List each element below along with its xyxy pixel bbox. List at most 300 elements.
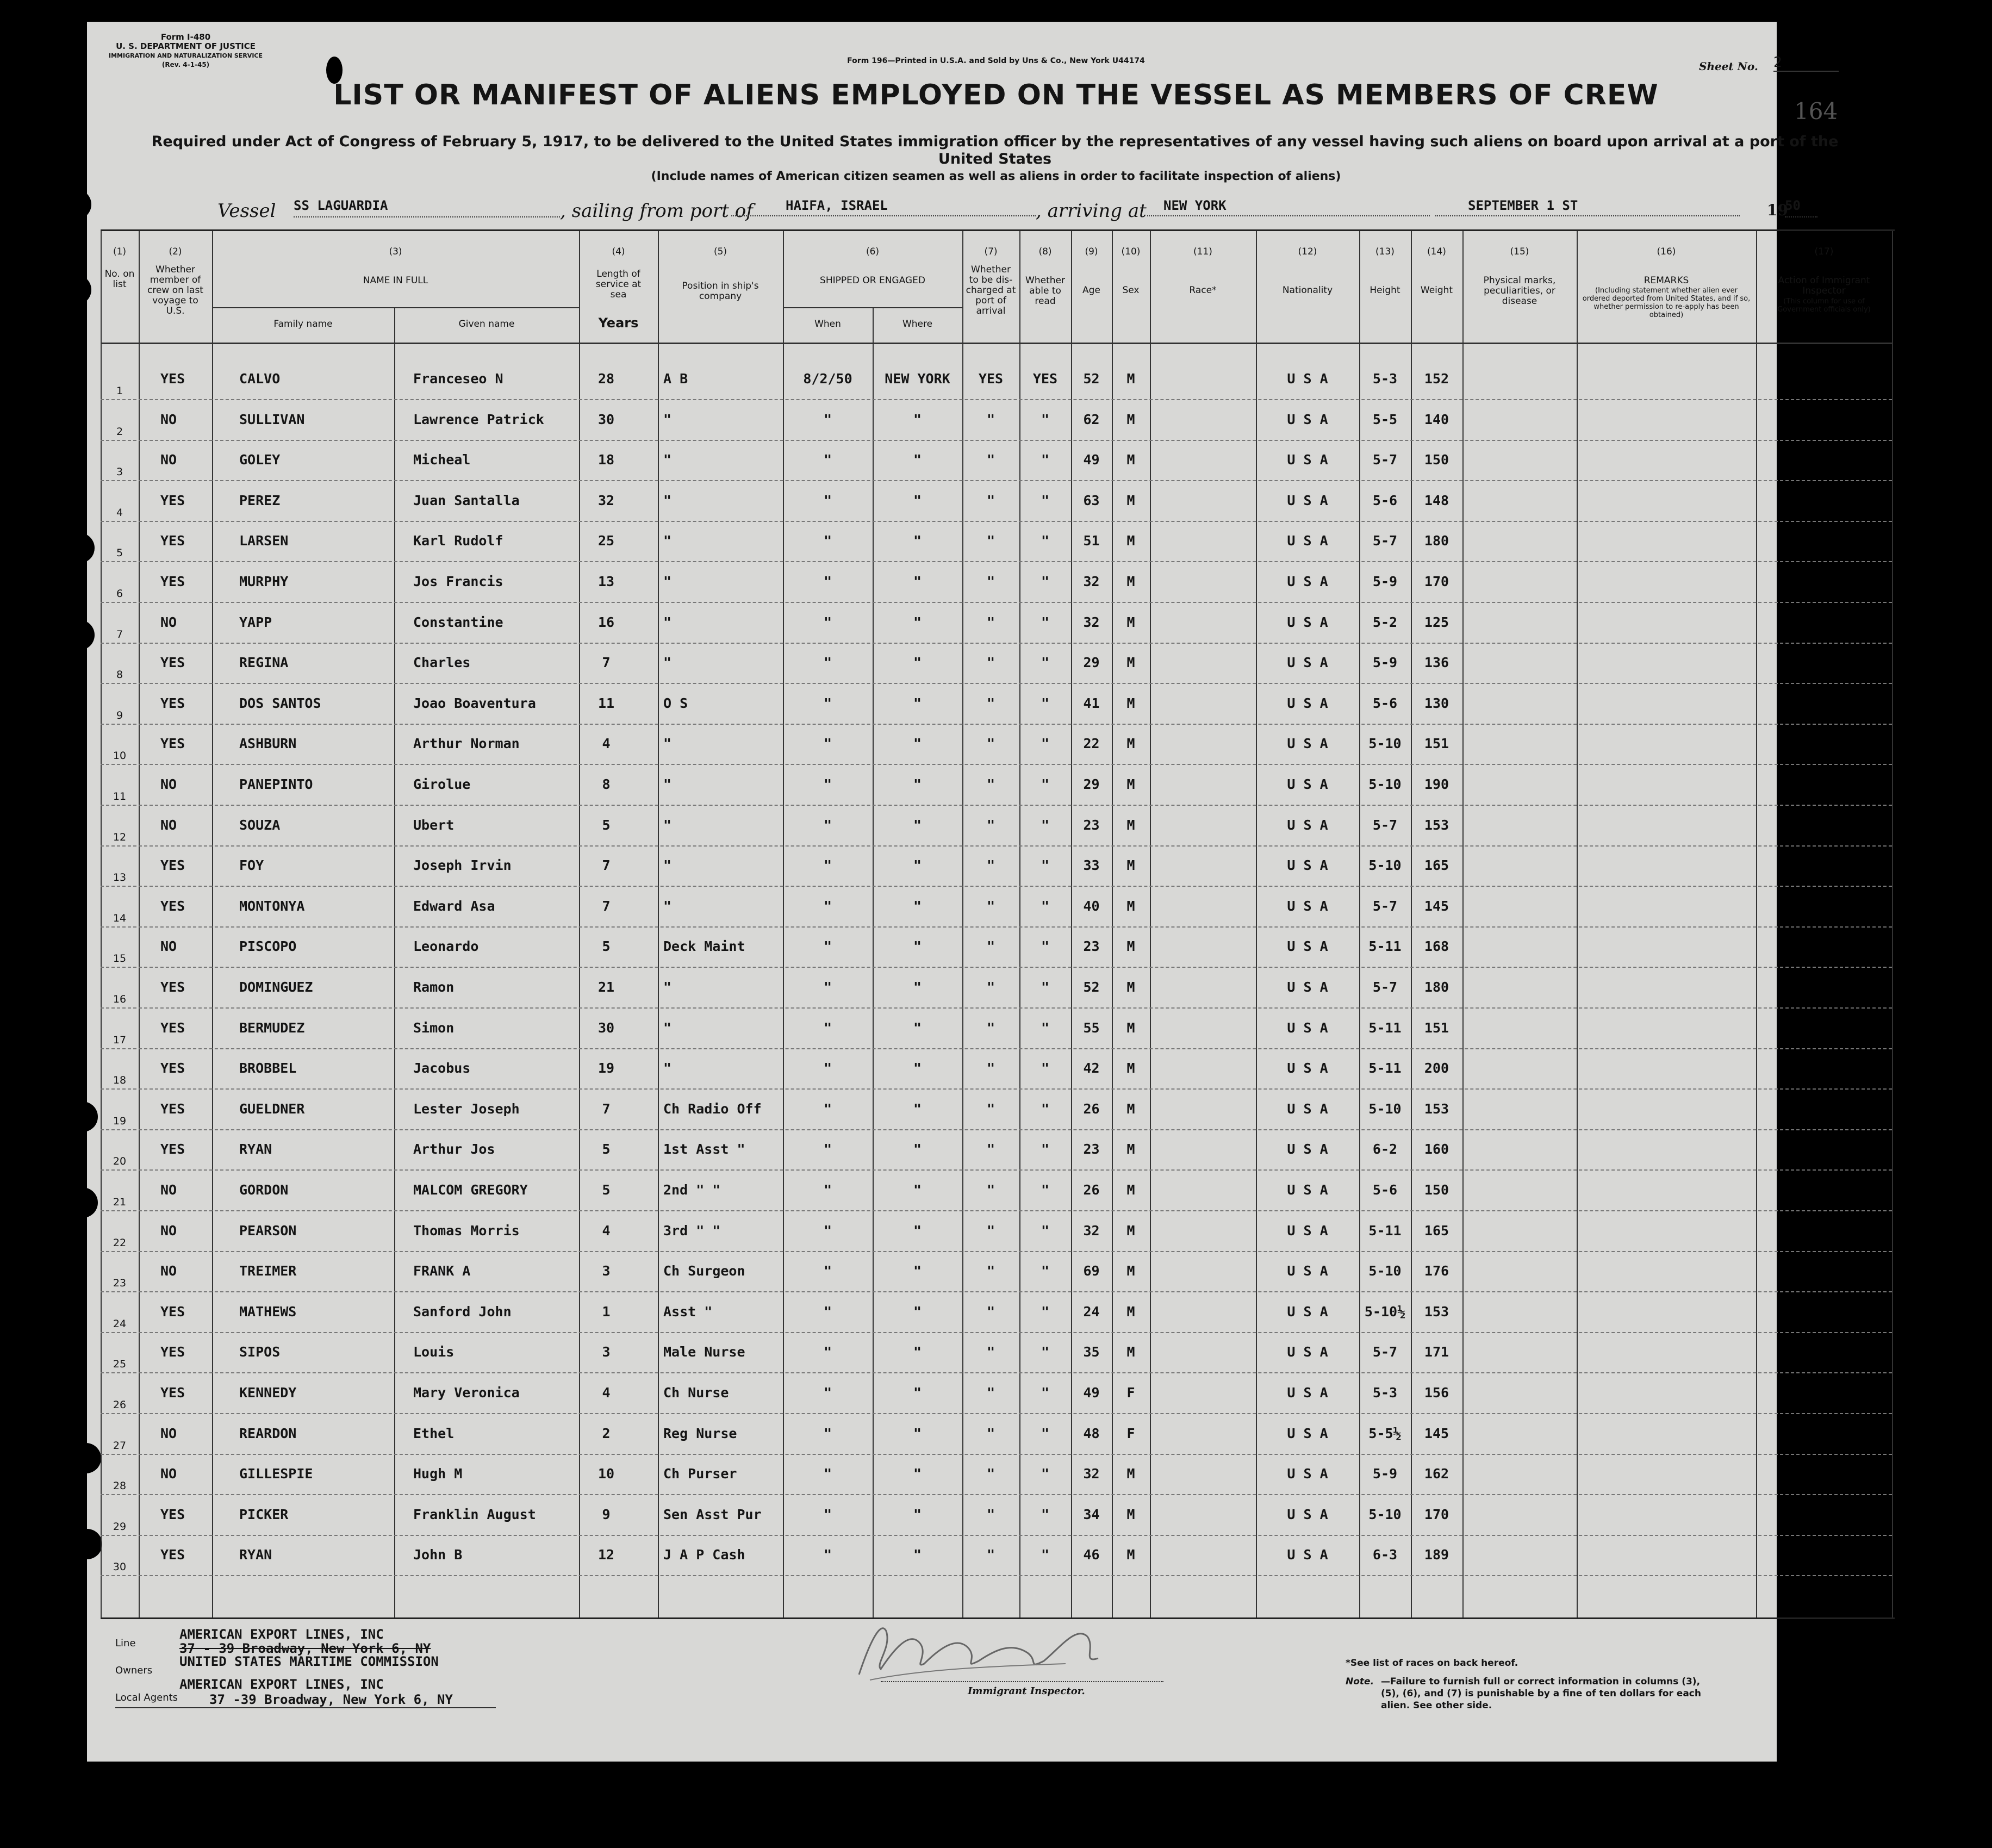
row-number: 24 — [113, 1317, 127, 1330]
height-cell: 5-10 — [1368, 1100, 1402, 1117]
able-to-read-cell: " — [1041, 1222, 1050, 1239]
prev-voyage-cell: NO — [160, 452, 177, 468]
nationality-cell: U S A — [1287, 817, 1328, 833]
table-row — [101, 492, 1892, 519]
prev-voyage-cell: YES — [160, 979, 185, 995]
given-name-cell: Edward Asa — [413, 898, 495, 914]
punch-hole — [67, 1187, 98, 1218]
weight-cell: 148 — [1424, 492, 1449, 508]
col-11-number: (11) — [1193, 246, 1212, 257]
family-name-cell: BERMUDEZ — [239, 1019, 305, 1036]
age-cell: 49 — [1083, 1385, 1100, 1401]
weight-cell: 152 — [1424, 371, 1449, 387]
shipped-when-cell: " — [823, 1506, 832, 1522]
prev-voyage-cell: YES — [160, 371, 185, 387]
prev-voyage-cell: NO — [160, 1222, 177, 1239]
row-rule — [101, 886, 1892, 887]
prev-voyage-cell: YES — [160, 695, 185, 711]
instruction-line: (Include names of American citizen seamen as well as aliens in order to facilitate inspection of aliens) — [651, 170, 1341, 183]
shipped-where-cell: " — [913, 1060, 922, 1077]
line-label: Line — [115, 1638, 136, 1649]
able-to-read-cell: " — [1041, 533, 1050, 549]
position-cell: " — [663, 411, 672, 427]
sex-cell: M — [1126, 492, 1135, 508]
owners-value: UNITED STATES MARITIME COMMISSION — [179, 1654, 439, 1669]
col-3-label: NAME IN FULL — [363, 275, 428, 286]
table-row — [101, 1019, 1892, 1046]
given-name-cell: Louis — [413, 1344, 455, 1360]
table-row — [101, 1060, 1892, 1087]
row-number: 14 — [113, 912, 127, 924]
table-row — [101, 533, 1892, 559]
prev-voyage-cell: NO — [160, 776, 177, 792]
vessel-name: SS LAGUARDIA — [294, 198, 560, 217]
discharged-cell: " — [986, 1222, 995, 1239]
discharged-cell: " — [986, 1019, 995, 1036]
service-years-cell: 5 — [602, 1182, 611, 1198]
family-name-cell: PANEPINTO — [239, 776, 313, 792]
sex-cell: M — [1126, 695, 1135, 711]
prev-voyage-cell: NO — [160, 1182, 177, 1198]
discharged-cell: " — [986, 1100, 995, 1117]
position-cell: 1st Asst " — [663, 1141, 745, 1158]
given-name-cell: Simon — [413, 1019, 455, 1036]
shipped-when-cell: " — [823, 857, 832, 874]
row-rule — [101, 561, 1892, 562]
row-rule — [101, 683, 1892, 684]
col-1-number: (1) — [113, 246, 127, 257]
position-cell: " — [663, 614, 672, 630]
nationality-cell: U S A — [1287, 655, 1328, 671]
family-name-cell: MONTONYA — [239, 898, 305, 914]
col-11-label: Race* — [1189, 285, 1217, 296]
weight-cell: 170 — [1424, 1506, 1449, 1522]
family-name-cell: TREIMER — [239, 1263, 297, 1279]
fine-note: —Failure to furnish full or correct information in columns (3), (5), (6), and (7) is punishable by a fine of ten dollars for each alien. See other side. — [1381, 1676, 1701, 1711]
col-17-label: Action of Immigrant Inspector — [1778, 275, 1870, 296]
position-cell: " — [663, 574, 672, 589]
given-name-cell: Karl Rudolf — [413, 533, 503, 549]
shipped-where-cell: " — [913, 736, 922, 752]
height-cell: 5-9 — [1372, 574, 1398, 589]
shipped-where-cell: " — [913, 1019, 922, 1036]
discharged-cell: " — [986, 452, 995, 468]
shipped-where-cell: " — [913, 1182, 922, 1198]
age-cell: 40 — [1083, 898, 1100, 914]
prev-voyage-cell: YES — [160, 1100, 185, 1117]
row-number: 25 — [113, 1358, 127, 1371]
col-3-number: (3) — [389, 246, 402, 257]
discharged-cell: " — [986, 1466, 995, 1482]
sex-cell: M — [1126, 371, 1135, 387]
family-name-cell: PEARSON — [239, 1222, 297, 1239]
given-name-cell: Micheal — [413, 452, 471, 468]
nationality-cell: U S A — [1287, 614, 1328, 630]
service-years-cell: 9 — [602, 1506, 611, 1522]
height-cell: 5-10 — [1368, 1506, 1402, 1522]
service-years-cell: 4 — [602, 736, 611, 752]
shipped-when-cell: " — [823, 1425, 832, 1441]
punch-hole — [64, 533, 95, 563]
prev-voyage-cell: YES — [160, 1303, 185, 1320]
year-suffix: 50 — [1785, 198, 1817, 217]
weight-cell: 140 — [1424, 411, 1449, 427]
sex-cell: M — [1126, 1344, 1135, 1360]
sex-cell: M — [1126, 1100, 1135, 1117]
weight-cell: 162 — [1424, 1466, 1449, 1482]
able-to-read-cell: " — [1041, 1344, 1050, 1360]
table-row — [101, 1141, 1892, 1168]
weight-cell: 136 — [1424, 655, 1449, 671]
row-rule — [101, 1332, 1892, 1333]
height-cell: 5-7 — [1372, 1344, 1398, 1360]
age-cell: 55 — [1083, 1019, 1100, 1036]
height-cell: 5-10 — [1368, 776, 1402, 792]
col-9-label: Age — [1082, 285, 1100, 296]
able-to-read-cell: " — [1041, 938, 1050, 955]
age-cell: 42 — [1083, 1060, 1100, 1077]
col-9-number: (9) — [1085, 246, 1098, 257]
sex-cell: M — [1126, 979, 1135, 995]
nationality-cell: U S A — [1287, 411, 1328, 427]
shipped-when-cell: " — [823, 736, 832, 752]
prev-voyage-cell: YES — [160, 655, 185, 671]
able-to-read-cell: " — [1041, 614, 1050, 630]
sex-cell: M — [1126, 776, 1135, 792]
discharged-cell: " — [986, 736, 995, 752]
service-years-cell: 16 — [597, 614, 615, 630]
shipped-when-label: When — [814, 319, 841, 329]
given-name-cell: FRANK A — [413, 1263, 471, 1279]
family-name-cell: PICKER — [239, 1506, 289, 1522]
given-name-label: Given name — [458, 319, 515, 329]
weight-cell: 150 — [1424, 1182, 1449, 1198]
age-cell: 33 — [1083, 857, 1100, 874]
row-number: 15 — [113, 953, 127, 965]
family-name-cell: MATHEWS — [239, 1303, 297, 1320]
shipped-where-cell: NEW YORK — [885, 371, 950, 387]
col-12-label: Nationality — [1282, 285, 1333, 296]
position-cell: O S — [663, 695, 688, 711]
crew-manifest-table — [101, 229, 1895, 1619]
row-number: 7 — [116, 628, 123, 640]
sex-cell: M — [1126, 938, 1135, 955]
line-company: AMERICAN EXPORT LINES, INC — [179, 1627, 384, 1642]
shipped-when-cell: " — [823, 938, 832, 955]
position-cell: " — [663, 736, 672, 752]
weight-cell: 153 — [1424, 817, 1449, 833]
sex-cell: M — [1126, 736, 1135, 752]
shipped-where-cell: " — [913, 614, 922, 630]
row-number: 5 — [116, 547, 123, 559]
row-rule — [101, 1372, 1892, 1373]
sex-cell: F — [1126, 1425, 1135, 1441]
given-name-cell: Franklin August — [413, 1506, 536, 1522]
weight-cell: 190 — [1424, 776, 1449, 792]
weight-cell: 189 — [1424, 1547, 1449, 1563]
discharged-cell: " — [986, 614, 995, 630]
shipped-when-cell: " — [823, 614, 832, 630]
row-rule — [101, 480, 1892, 481]
given-name-cell: Ramon — [413, 979, 455, 995]
row-rule — [101, 967, 1892, 968]
able-to-read-cell: " — [1041, 1303, 1050, 1320]
position-cell: J A P Cash — [663, 1547, 745, 1563]
service-years-cell: 1 — [602, 1303, 611, 1320]
row-rule — [101, 1251, 1892, 1252]
table-row — [101, 614, 1892, 640]
note-label: Note. — [1346, 1676, 1374, 1687]
age-cell: 26 — [1083, 1100, 1100, 1117]
weight-cell: 145 — [1424, 1425, 1449, 1441]
col-4-label: Length of service at sea — [595, 269, 642, 300]
prev-voyage-cell: YES — [160, 1547, 185, 1563]
age-cell: 29 — [1083, 776, 1100, 792]
height-cell: 5-10 — [1368, 1263, 1402, 1279]
able-to-read-cell: " — [1041, 776, 1050, 792]
col-17-sublabel: (This column for use of Government officials only) — [1777, 297, 1871, 314]
service-years-cell: 3 — [602, 1344, 611, 1360]
revision: (Rev. 4-1-45) — [161, 61, 210, 69]
weight-cell: 145 — [1424, 898, 1449, 914]
age-cell: 32 — [1083, 574, 1100, 589]
row-number: 17 — [113, 1034, 127, 1046]
nationality-cell: U S A — [1287, 1344, 1328, 1360]
given-name-cell: Arthur Norman — [413, 736, 520, 752]
row-number: 3 — [116, 466, 123, 478]
discharged-cell: " — [986, 492, 995, 508]
position-cell: Reg Nurse — [663, 1425, 737, 1441]
col-13-label: Height — [1370, 285, 1400, 296]
sex-cell: M — [1126, 1466, 1135, 1482]
shipped-when-cell: " — [823, 695, 832, 711]
able-to-read-cell: " — [1041, 1141, 1050, 1158]
age-cell: 23 — [1083, 817, 1100, 833]
service-years-cell: 21 — [597, 979, 615, 995]
row-number: 19 — [113, 1115, 127, 1127]
nationality-cell: U S A — [1287, 1019, 1328, 1036]
family-name-cell: ASHBURN — [239, 736, 297, 752]
prev-voyage-cell: NO — [160, 614, 177, 630]
nationality-cell: U S A — [1287, 574, 1328, 589]
prev-voyage-cell: YES — [160, 1344, 185, 1360]
service-years-cell: 11 — [597, 695, 615, 711]
row-rule — [101, 1210, 1892, 1211]
weight-cell: 150 — [1424, 452, 1449, 468]
given-name-cell: Jos Francis — [413, 574, 503, 589]
shipped-when-cell: " — [823, 1547, 832, 1563]
weight-cell: 153 — [1424, 1303, 1449, 1320]
sex-cell: M — [1126, 1141, 1135, 1158]
nationality-cell: U S A — [1287, 1506, 1328, 1522]
row-rule — [101, 1454, 1892, 1455]
row-rule — [101, 1169, 1892, 1171]
position-cell: " — [663, 1060, 672, 1077]
service-years-cell: 19 — [597, 1060, 615, 1077]
height-cell: 5-10½ — [1364, 1303, 1406, 1320]
age-cell: 23 — [1083, 938, 1100, 955]
row-number: 27 — [113, 1439, 127, 1452]
nationality-cell: U S A — [1287, 1547, 1328, 1563]
height-cell: 5-6 — [1372, 492, 1398, 508]
col-4-number: (4) — [612, 246, 625, 257]
table-row — [101, 1385, 1892, 1411]
row-number: 22 — [113, 1236, 127, 1249]
sex-cell: F — [1126, 1385, 1135, 1401]
height-cell: 5-7 — [1372, 452, 1398, 468]
discharged-cell: " — [986, 979, 995, 995]
position-cell: " — [663, 533, 672, 549]
row-number: 2 — [116, 425, 123, 438]
local-agents-label: Local Agents — [115, 1692, 178, 1703]
given-name-cell: Juan Santalla — [413, 492, 520, 508]
row-number: 21 — [113, 1196, 127, 1208]
service-years-cell: 4 — [602, 1385, 611, 1401]
col-8-label: Whether able to read — [1025, 275, 1065, 307]
table-row — [101, 1547, 1892, 1573]
height-cell: 5-11 — [1368, 938, 1402, 955]
able-to-read-cell: " — [1041, 898, 1050, 914]
col-2-number: (2) — [169, 246, 182, 257]
family-name-cell: SIPOS — [239, 1344, 281, 1360]
shipped-where-cell: " — [913, 533, 922, 549]
nationality-cell: U S A — [1287, 1303, 1328, 1320]
shipped-when-cell: " — [823, 979, 832, 995]
sex-cell: M — [1126, 1303, 1135, 1320]
service-years-cell: 32 — [597, 492, 615, 508]
age-cell: 34 — [1083, 1506, 1100, 1522]
local-agents-address: 37 -39 Broadway, New York 6, NY — [209, 1692, 453, 1707]
given-name-cell: Charles — [413, 655, 471, 671]
header-rule — [212, 307, 579, 308]
given-name-cell: Joseph Irvin — [413, 857, 512, 874]
height-cell: 5-6 — [1372, 1182, 1398, 1198]
family-name-cell: REARDON — [239, 1425, 297, 1441]
prev-voyage-cell: YES — [160, 857, 185, 874]
nationality-cell: U S A — [1287, 1263, 1328, 1279]
shipped-when-cell: " — [823, 655, 832, 671]
col-16-label: REMARKS — [1644, 275, 1689, 286]
age-cell: 63 — [1083, 492, 1100, 508]
shipped-where-cell: " — [913, 898, 922, 914]
discharged-cell: " — [986, 1141, 995, 1158]
service-name: IMMIGRATION AND NATURALIZATION SERVICE — [109, 52, 263, 59]
page-title: LIST OR MANIFEST OF ALIENS EMPLOYED ON THE VESSEL AS MEMBERS OF CREW — [333, 79, 1659, 111]
given-name-cell: Ubert — [413, 817, 455, 833]
service-years-cell: 7 — [602, 898, 611, 914]
row-number: 23 — [113, 1277, 127, 1290]
sheet-label: Sheet No. — [1699, 60, 1758, 73]
service-years-cell: 2 — [602, 1425, 611, 1441]
service-years-cell: 28 — [597, 371, 615, 387]
height-cell: 5-10 — [1368, 736, 1402, 752]
table-row — [101, 857, 1892, 884]
shipped-when-cell: " — [823, 574, 832, 589]
row-rule — [101, 1413, 1892, 1414]
row-number: 12 — [113, 831, 127, 843]
height-cell: 5-7 — [1372, 533, 1398, 549]
given-name-cell: Mary Veronica — [413, 1385, 520, 1401]
shipped-when-cell: " — [823, 411, 832, 427]
family-name-cell: PEREZ — [239, 492, 281, 508]
position-cell: Ch Radio Off — [663, 1100, 762, 1117]
punch-hole — [72, 1529, 102, 1559]
shipped-where-cell: " — [913, 1547, 922, 1563]
height-cell: 5-7 — [1372, 979, 1398, 995]
table-row — [101, 817, 1892, 843]
height-cell: 5-11 — [1368, 1222, 1402, 1239]
height-cell: 5-11 — [1368, 1060, 1402, 1077]
shipped-when-cell: " — [823, 1466, 832, 1482]
shipped-when-cell: " — [823, 1060, 832, 1077]
shipped-where-cell: " — [913, 1100, 922, 1117]
col-4-unit: Years — [598, 315, 639, 331]
position-cell: " — [663, 452, 672, 468]
given-name-cell: Girolue — [413, 776, 471, 792]
weight-cell: 153 — [1424, 1100, 1449, 1117]
prev-voyage-cell: NO — [160, 938, 177, 955]
col-10-number: (10) — [1121, 246, 1141, 257]
col-7-number: (7) — [984, 246, 998, 257]
table-row — [101, 1222, 1892, 1249]
departure-port: HAIFA, ISRAEL — [731, 198, 1036, 216]
able-to-read-cell: " — [1041, 979, 1050, 995]
row-rule — [101, 764, 1892, 765]
height-cell: 5-3 — [1372, 1385, 1398, 1401]
family-name-cell: FOY — [239, 857, 264, 874]
nationality-cell: U S A — [1287, 979, 1328, 995]
weight-cell: 130 — [1424, 695, 1449, 711]
punch-hole — [61, 275, 91, 305]
service-years-cell: 30 — [597, 411, 615, 427]
able-to-read-cell: " — [1041, 1466, 1050, 1482]
weight-cell: 170 — [1424, 574, 1449, 589]
sex-cell: M — [1126, 1060, 1135, 1077]
row-number: 16 — [113, 993, 127, 1005]
nationality-cell: U S A — [1287, 736, 1328, 752]
family-name-cell: SULLIVAN — [239, 411, 305, 427]
prev-voyage-cell: YES — [160, 1019, 185, 1036]
inspector-label: Immigrant Inspector. — [968, 1685, 1085, 1697]
sheet-number: 2 — [1773, 54, 1839, 72]
shipped-where-cell: " — [913, 1303, 922, 1320]
sex-cell: M — [1126, 817, 1135, 833]
family-name-cell: BROBBEL — [239, 1060, 297, 1077]
given-name-cell: Sanford John — [413, 1303, 512, 1320]
family-name-cell: GOLEY — [239, 452, 281, 468]
height-cell: 5-6 — [1372, 695, 1398, 711]
row-number: 26 — [113, 1399, 127, 1411]
service-years-cell: 7 — [602, 655, 611, 671]
age-cell: 22 — [1083, 736, 1100, 752]
discharged-cell: " — [986, 695, 995, 711]
shipped-when-cell: " — [823, 1385, 832, 1401]
printer-line: Form 196—Printed in U.S.A. and Sold by Uns & Co., New York U44174 — [847, 57, 1145, 65]
shipped-when-cell: " — [823, 1100, 832, 1117]
prev-voyage-cell: YES — [160, 574, 185, 589]
able-to-read-cell: YES — [1032, 371, 1058, 387]
able-to-read-cell: " — [1041, 452, 1050, 468]
able-to-read-cell: " — [1041, 1547, 1050, 1563]
owners-label: Owners — [115, 1665, 153, 1676]
shipped-where-cell: " — [913, 1506, 922, 1522]
shipped-where-cell: " — [913, 1141, 922, 1158]
column-rule — [1892, 231, 1893, 1617]
family-name-cell: REGINA — [239, 655, 289, 671]
height-cell: 5-7 — [1372, 817, 1398, 833]
service-years-cell: 25 — [597, 533, 615, 549]
row-rule — [101, 521, 1892, 522]
